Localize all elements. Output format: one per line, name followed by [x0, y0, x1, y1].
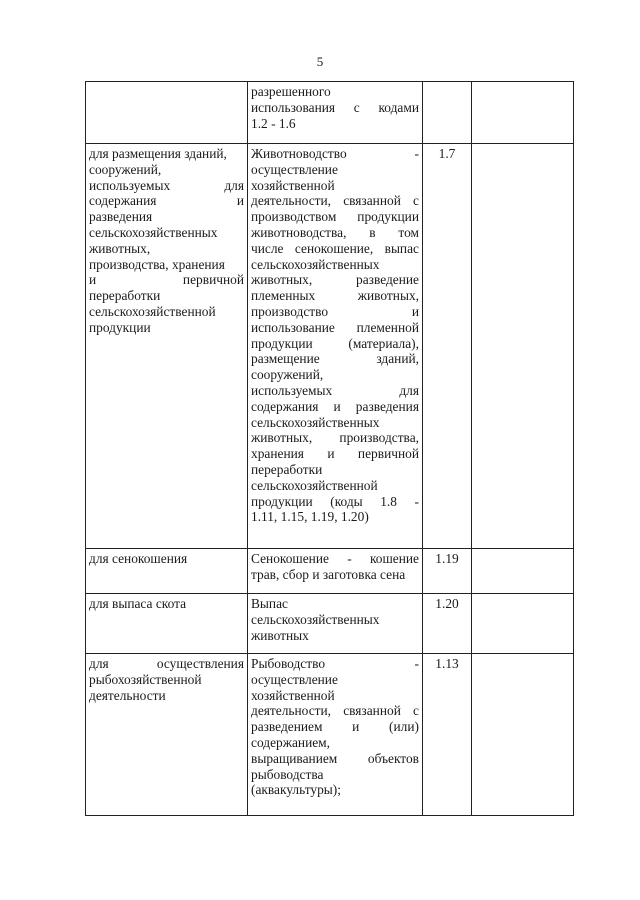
text-line: Рыбоводство -	[251, 656, 419, 671]
text-line: продукции (материала),	[251, 335, 419, 351]
code-cell: 1.19	[423, 549, 472, 594]
table-row	[86, 549, 574, 594]
description-cell	[248, 82, 423, 144]
code-cell: 1.7	[423, 144, 472, 549]
text-line: сельскохозяйственных	[89, 224, 218, 240]
code-cell: 1.13	[423, 654, 472, 816]
text-line: для размещения зданий,	[89, 146, 227, 161]
text-line: деятельности, связанной с	[251, 703, 419, 719]
note-cell	[472, 144, 574, 549]
text-line: осуществление	[251, 161, 338, 177]
text-line: хозяйственной	[251, 687, 335, 703]
text-line: использование племенной	[251, 319, 419, 335]
text-line: хозяйственной	[251, 177, 335, 193]
text-line: разведения	[89, 209, 153, 225]
code-cell: 1.20	[423, 594, 472, 654]
text-line: числе сенокошение, выпас	[251, 240, 419, 256]
text-line: производством продукции	[251, 209, 419, 225]
text-line: выращиванием объектов	[251, 750, 419, 766]
table-row	[86, 144, 574, 549]
text-line: рыбоводства	[251, 766, 324, 782]
note-cell	[472, 549, 574, 594]
text-line: для сенокошения	[89, 551, 188, 566]
text-line: животных, разведение	[251, 272, 419, 288]
text-line: Животноводство -	[251, 146, 419, 161]
code-cell	[423, 82, 472, 144]
text-line: осуществление	[251, 671, 338, 687]
purpose-cell	[86, 654, 248, 816]
text-line: продукции (коды 1.8 -	[251, 493, 419, 509]
text-line: переработки	[89, 288, 161, 304]
text-line: производство и	[251, 303, 419, 319]
text-line: производства, хранения	[89, 256, 225, 272]
text-line: Сенокошение - кошение	[251, 551, 419, 566]
text-line: содержанием,	[251, 734, 330, 750]
text-line: сельскохозяйственных	[251, 611, 380, 627]
text-line: Выпас	[251, 596, 288, 611]
purpose-cell	[86, 82, 248, 144]
table-row	[86, 82, 574, 144]
text-line: (аквакультуры);	[251, 782, 341, 798]
text-line: содержания и	[89, 193, 244, 209]
text-line: деятельности	[89, 687, 166, 703]
text-line: сельскохозяйственной	[251, 477, 378, 493]
text-line: используемых для	[89, 177, 244, 193]
text-line: племенных животных,	[251, 288, 419, 304]
text-line: переработки	[251, 461, 323, 477]
text-line: животных, производства,	[251, 430, 419, 446]
text-line: 1.2 - 1.6	[251, 115, 296, 131]
note-cell	[472, 82, 574, 144]
text-line: сельскохозяйственных	[251, 256, 380, 272]
text-line: деятельности, связанной с	[251, 193, 419, 209]
text-line: 1.11, 1.15, 1.19, 1.20)	[251, 509, 369, 525]
note-cell	[472, 594, 574, 654]
text-line: и первичной	[89, 272, 244, 288]
text-line: сооружений,	[251, 367, 324, 383]
text-line: разрешенного	[251, 84, 331, 99]
purpose-cell	[86, 549, 248, 594]
text-line: сельскохозяйственной	[89, 303, 216, 319]
land-use-table	[85, 81, 574, 816]
description-cell	[248, 549, 423, 594]
description-cell	[248, 144, 423, 549]
description-cell	[248, 594, 423, 654]
description-cell	[248, 654, 423, 816]
text-line: для осуществления	[89, 656, 244, 671]
text-line: размещение зданий,	[251, 351, 419, 367]
text-line: разведением и (или)	[251, 719, 419, 735]
page-number: 5	[316, 54, 324, 69]
text-line: животных,	[89, 240, 151, 256]
text-line: животных	[251, 627, 309, 643]
purpose-cell	[86, 594, 248, 654]
text-line: для выпаса скота	[89, 596, 187, 611]
text-line: хранения и первичной	[251, 446, 419, 462]
note-cell	[472, 654, 574, 816]
text-line: сельскохозяйственных	[251, 414, 380, 430]
text-line: использования с кодами	[251, 99, 419, 115]
table-row	[86, 654, 574, 816]
text-line: продукции	[89, 319, 151, 335]
text-line: содержания и разведения	[251, 398, 419, 414]
table-row	[86, 594, 574, 654]
text-line: животноводства, в том	[251, 224, 419, 240]
text-line: используемых для	[251, 382, 419, 398]
purpose-cell	[86, 144, 248, 549]
text-line: сооружений,	[89, 161, 162, 177]
text-line: рыбохозяйственной	[89, 671, 202, 687]
text-line: трав, сбор и заготовка сена	[251, 566, 406, 582]
